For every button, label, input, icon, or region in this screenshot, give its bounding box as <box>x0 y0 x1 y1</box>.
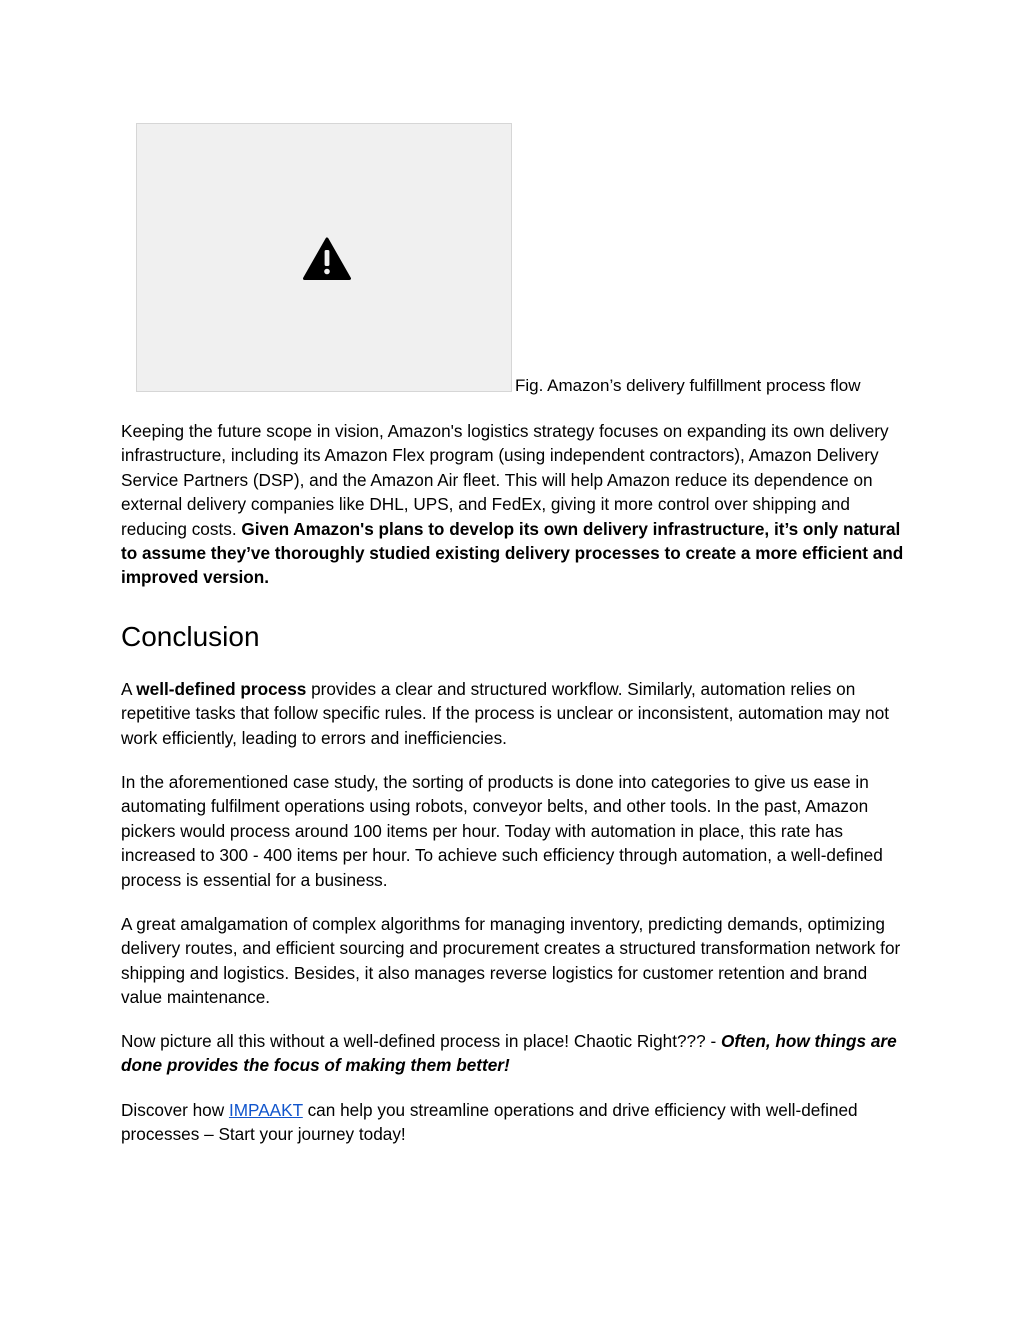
logistics-paragraph <box>121 419 911 590</box>
broken-image-placeholder <box>136 123 512 392</box>
figure <box>136 123 916 395</box>
p5-post: can help you streamline operations and drive efficiency with well-defined processes – Start your journey today! <box>121 1100 858 1145</box>
conclusion-paragraph-2: In the aforementioned case study, the sorting of products is done into categories to give us ease in automating fulfilment operations using robots, conveyor belts, and other tools. In the past, Amazon pickers would process around 100 items per hour. Today with automation in place, this rate has increased to 300 - 400 items per hour. To achieve such efficiency through automation, a well-defined process is essential for a business. <box>121 772 883 890</box>
conclusion-paragraph-5 <box>121 1098 911 1147</box>
p5-pre: Discover how <box>121 1100 229 1120</box>
p1-bold: well-defined process <box>136 679 307 699</box>
conclusion-paragraph-4 <box>121 1029 911 1078</box>
warning-icon <box>303 237 351 281</box>
impaakt-link[interactable]: IMPAAKT <box>228 1100 303 1120</box>
conclusion-paragraph-1 <box>121 677 911 750</box>
logistics-text: Keeping the future scope in vision, Amazon's logistics strategy focuses on expanding its own delivery infrastructure, including its Amazon Flex program (using independent contractors), Amazon Delivery Service Partners (DSP), and the Amazon Air fleet. This will help Amazon reduce its dependence on external delivery companies like DHL, UPS, and FedEx, giving it more control over shipping and reducing costs. <box>121 421 889 539</box>
p1-post: provides a clear and structured workflow. Similarly, automation relies on repetitive tasks that follow specific rules. If the process is unclear or inconsistent, automation may not work efficiently, leading to errors and inefficiencies. <box>121 679 890 748</box>
figure-caption: Fig. Amazon’s delivery fulfillment process flow <box>515 376 861 395</box>
conclusion-paragraph-3: A great amalgamation of complex algorithms for managing inventory, predicting demands, optimizing delivery routes, and efficient sourcing and procurement creates a structured transformation network for shipping and logistics. Besides, it also manages reverse logistics for customer retention and brand value maintenance. <box>121 914 901 1008</box>
p4-pre: Now picture all this without a well-defined process in place! Chaotic Right??? - <box>121 1031 721 1051</box>
p1-pre: A <box>121 679 137 699</box>
logistics-bold-text: Given Amazon's plans to develop its own delivery infrastructure, it’s only natural to assume they’ve thoroughly studied existing delivery processes to create a more efficient and improved version. <box>121 518 904 588</box>
p4-bold-italic: Often, how things are done provides the focus of making them better! <box>121 1031 897 1076</box>
conclusion-heading: Conclusion <box>121 621 260 652</box>
